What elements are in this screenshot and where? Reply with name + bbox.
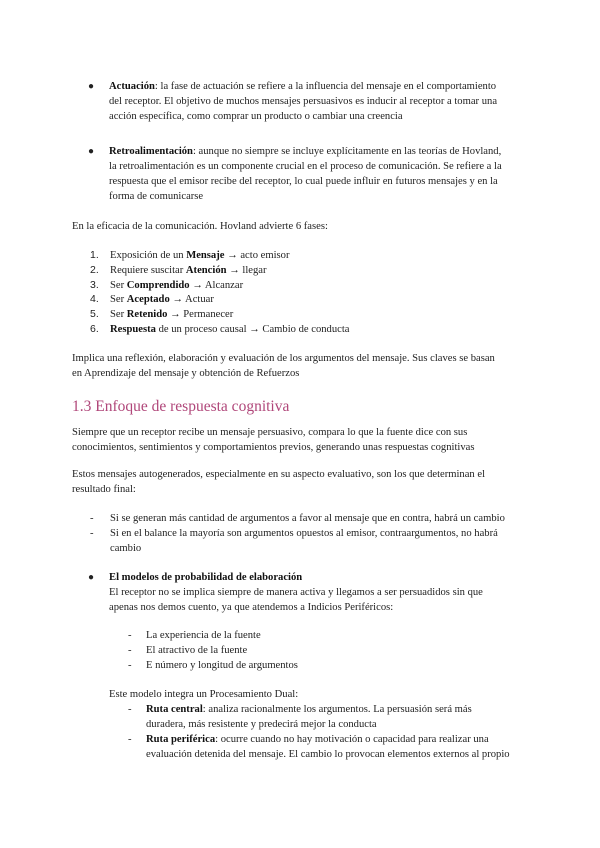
bullet-term: Retroalimentación — [109, 146, 193, 157]
fases-intro: En la eficacia de la comunicación. Hovland advierte 6 fases: — [72, 221, 328, 232]
section-heading: 1.3 Enfoque de respuesta cognitiva — [72, 398, 290, 415]
document-page: ● Actuación: la fase de actuación se refiere a la influencia del mensaje en el comportamiento del receptor. El objetivo de muchos mensajes persuasivos es inducir al receptor a tomar una acción específica, como comprar un producto o cambiar una creencia ● Retroalimentación: aunque no siempre se incluye explícitamente en las teorías de Hovland, la retroalimentación es un componente crucial en el proceso de comunicación. Se refiere a la respuesta que el emisor recibe del receptor, lo cual puede influir en futuros mensajes y en la forma de comunicarse En la eficacia de la comunicación. Hovland advierte 6 fases: 1. Exposición de un Mensaje → acto emisor 2. Requiere suscitar Atención → llegar 3. Ser Comprendido → Alcanzar 4. Ser Aceptado → Actuar 5. Ser Retenido → Permanecer 6. Respuesta de un proceso causal → Cambio de conducta Implica una reflexión, elaboración y evaluación de los argumentos del mensaje. Sus claves se basan en Aprendizaje del mensaje y obtención de Refuerzos 1.3 Enfoque de respuesta cognitiva Siempre que un receptor recibe un mensaje persuasivo, compara lo que la fuente dice con sus conocimientos, sentimientos y comportamientos previos, generando unas respuestas cognitivas Estos mensajes autogenerados, especialmente en su aspecto evaluativo, son los que determinan el resultado final: - Si se generan más cantidad de argumentos a favor al mensaje que en contra, habrá un cambio - Si en el balance la mayoría son argumentos opuestos al emisor, contraargumentos, no habrá cambio ● El modelos de probabilidad de elaboración El receptor no se implica siempre de manera activa y llegamos a ser persuadidos sin que apenas nos demos cuento, ya que atendemos a Indicios Periféricos: - La experiencia de la fuente - El atractivo de la fuente - E número y longitud de argumentos Este modelo integra un Procesamiento Dual: - Ruta central: analiza racionalmente los argumentos. La persuasión será más duradera, más resistente y predecirá mejor la conducta - Ruta periférica: ocurre cuando no hay motivación o capacidad para realizar una evaluación detenida del mensaje. El cambio lo provocan elementos externos al propio — [0, 0, 600, 848]
bullet-text: Actuación: la fase de actuación se refiere a la influencia del mensaje en el comportamiento del receptor. El objetivo de muchos mensajes persuasivos es inducir al receptor a tomar una acción específica, como comprar un producto o cambiar una creencia — [109, 81, 498, 122]
bullet-icon: ● — [88, 146, 95, 157]
implica-paragraph: Implica una reflexión, elaboración y evaluación de los argumentos del mensaje. Sus claves se basan en Aprendizaje del mensaje y obtención de Refuerzos — [72, 353, 495, 379]
bullet-term: Actuación — [109, 81, 155, 92]
section-paragraph-2: Estos mensajes autogenerados, especialmente en su aspecto evaluativo, son los que determinan el resultado final: — [72, 469, 486, 495]
bullet-icon: ● — [88, 572, 95, 583]
bullet-term: El modelos de probabilidad de elaboración — [109, 572, 303, 583]
bullet-text: Retroalimentación: aunque no siempre se incluye explícitamente en las teorías de Hovland, la retroalimentación es un componente crucial en el proceso de comunicación. Se refiere a la respuesta que el emisor recibe del receptor, lo cual puede influir en futuros mensajes y en la forma de comunicarse — [109, 146, 502, 202]
bullet-text: El modelos de probabilidad de elaboración El receptor no se implica siempre de manera activa y llegamos a ser persuadidos sin que apenas nos demos cuento, ya que atendemos a Indicios Periféricos: — [109, 572, 483, 613]
section-paragraph-1: Siempre que un receptor recibe un mensaje persuasivo, compara lo que la fuente dice con sus conocimientos, sentimientos y comportamientos previos, generando unas respuestas cognitivas — [72, 427, 475, 453]
dual-intro: Este modelo integra un Procesamiento Dual: — [109, 689, 299, 700]
bullet-icon: ● — [88, 81, 95, 92]
